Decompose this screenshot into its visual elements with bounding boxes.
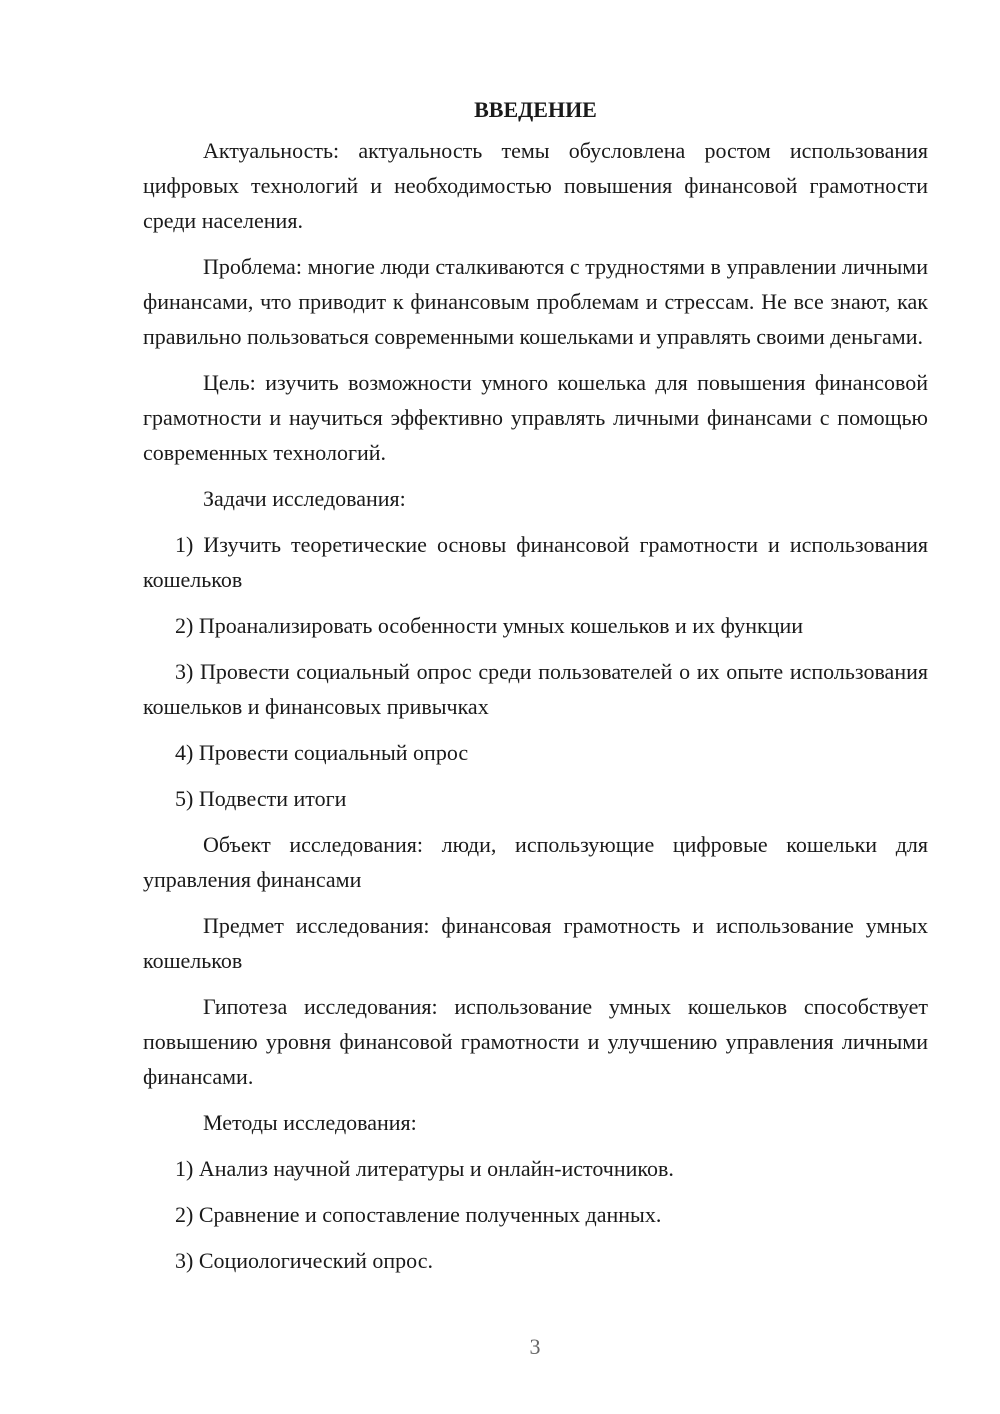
page-content [143,92,928,1289]
task-item-1: 1) Изучить теоретические основы финансовой грамотности и использования кошельков [143,532,928,592]
object-paragraph: Объект исследования: люди, использующие цифровые кошельки для управления финансами [143,832,928,892]
method-item-3: 3) Социологический опрос. [175,1248,433,1273]
goal-paragraph: Цель: изучить возможности умного кошелька для повышения финансовой грамотности и научиться эффективно управлять личными финансами с помощью современных технологий. [143,370,928,465]
hypothesis-paragraph: Гипотеза исследования: использование умных кошельков способствует повышению уровня финансовой грамотности и улучшению управления личными финансами. [143,994,928,1089]
tasks-heading: Задачи исследования: [203,486,406,511]
page-number: 3 [529,1334,541,1359]
task-item-2: 2) Проанализировать особенности умных кошельков и их функции [175,613,804,638]
subject-paragraph: Предмет исследования: финансовая грамотность и использование умных кошельков [143,913,928,973]
methods-heading: Методы исследования: [203,1110,417,1135]
method-item-2: 2) Сравнение и сопоставление полученных данных. [175,1202,662,1227]
relevance-paragraph: Актуальность: актуальность темы обусловлена ростом использования цифровых технологий и необходимостью повышения финансовой грамотности среди населения. [143,138,928,233]
method-item-1: 1) Анализ научной литературы и онлайн-источников. [175,1156,674,1181]
section-heading: ВВЕДЕНИЕ [474,97,597,122]
task-item-5: 5) Подвести итоги [175,786,347,811]
task-item-3: 3) Провести социальный опрос среди пользователей о их опыте использования кошельков и финансовых привычках [143,659,928,719]
problem-paragraph: Проблема: многие люди сталкиваются с трудностями в управлении личными финансами, что приводит к финансовым проблемам и стрессам. Не все знают, как правильно пользоваться современными кошельками и управлять своими деньгами. [143,254,928,349]
task-item-4: 4) Провести социальный опрос [175,740,469,765]
